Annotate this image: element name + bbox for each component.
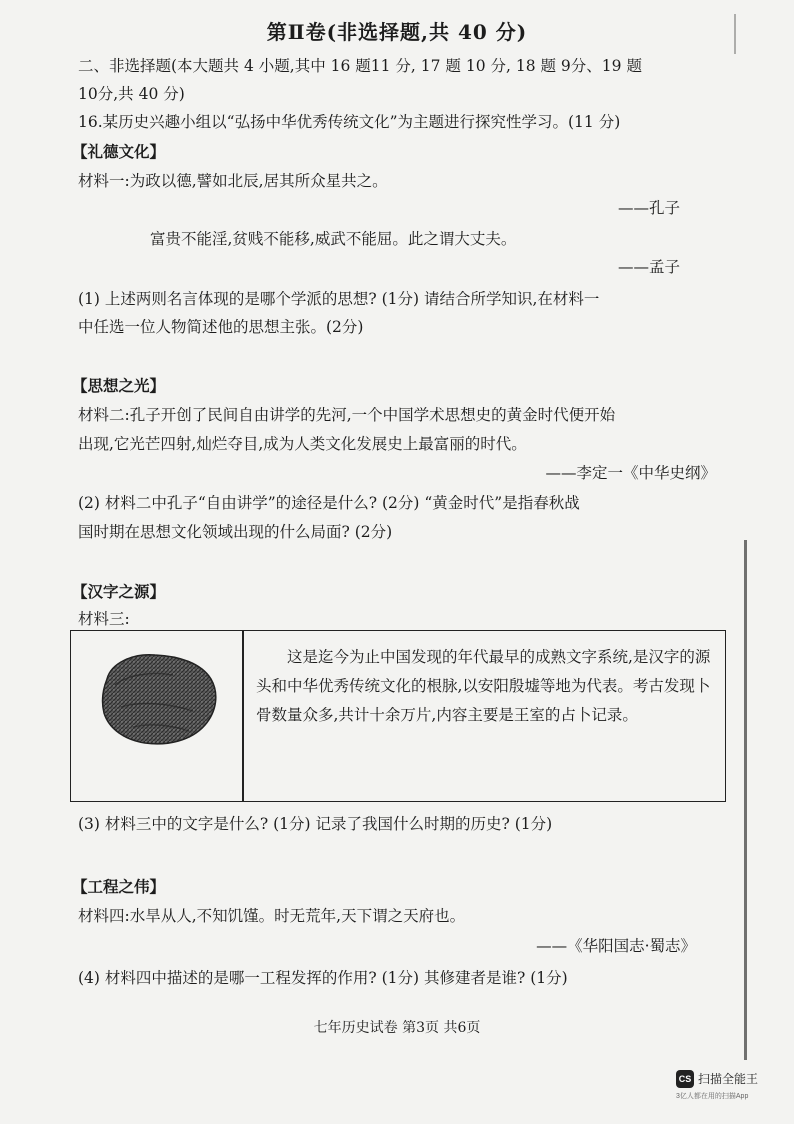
question-1-line-2: 中任选一位人物简述他的思想主张。(2分) xyxy=(78,318,364,336)
camscanner-logo-icon: CS xyxy=(676,1070,694,1088)
table-divider xyxy=(242,631,244,801)
material-3-label: 材料三: xyxy=(78,610,130,628)
intro-line-1: 二、非选择题(本大题共 4 小题,其中 16 题11 分, 17 题 10 分, 18 题 9分、19 题 xyxy=(78,57,642,75)
section-header-hanzi: 【汉字之源】 xyxy=(72,582,166,601)
question-16-stem: 16.某历史兴趣小组以“弘扬中华优秀传统文化”为主题进行探究性学习。(11 分) xyxy=(78,113,621,131)
attribution-mencius: ——孟子 xyxy=(617,258,680,276)
material-2-line-1: 材料二:孔子开创了民间自由讲学的先河,一个中国学术思想史的黄金时代便开始 xyxy=(78,406,616,424)
camscanner-tagline: 3亿人都在用的扫描App xyxy=(676,1093,749,1100)
material-3-text: 这是迄今为止中国发现的年代最早的成熟文字系统,是汉字的源头和中华优秀传统文化的根脉,以安阳殷墟等地为代表。考古发现卜骨数量众多,共计十余万片,内容主要是王室的占卜记录。 xyxy=(256,648,711,724)
oracle-bone-image xyxy=(93,645,223,750)
question-3: (3) 材料三中的文字是什么? (1分) 记录了我国什么时期的历史? (1分) xyxy=(78,815,553,833)
scan-edge-shadow xyxy=(744,540,747,1060)
camscanner-watermark xyxy=(676,1066,786,1110)
scan-edge-mark xyxy=(734,14,736,54)
material-4: 材料四:水旱从人,不知饥馑。时无荒年,天下谓之天府也。 xyxy=(78,907,466,925)
question-2-line-2: 国时期在思想文化领域出现的什么局面? (2分) xyxy=(78,523,393,541)
intro-line-2: 10分,共 40 分) xyxy=(78,85,185,103)
section-header-sixiang: 【思想之光】 xyxy=(72,376,166,395)
material-3-table xyxy=(70,630,726,802)
section-header-lide: 【礼德文化】 xyxy=(72,142,166,161)
question-1-line-1: (1) 上述两则名言体现的是哪个学派的思想? (1分) 请结合所学知识,在材料一 xyxy=(78,290,600,308)
page-footer: 七年历史试卷 第3页 共6页 xyxy=(313,1020,481,1036)
camscanner-name: 扫描全能王 xyxy=(698,1072,759,1086)
material-2-line-2: 出现,它光芒四射,灿烂夺目,成为人类文化发展史上最富丽的时代。 xyxy=(78,435,527,453)
quote-mencius: 富贵不能淫,贫贱不能移,威武不能屈。此之谓大丈夫。 xyxy=(150,230,517,248)
question-2-line-1: (2) 材料二中孔子“自由讲学”的途径是什么? (2分) “黄金时代”是指春秋战 xyxy=(78,494,580,512)
material-1: 材料一:为政以德,譬如北辰,居其所众星共之。 xyxy=(78,172,388,190)
attribution-confucius: ——孔子 xyxy=(617,199,680,217)
section-header-gongcheng: 【工程之伟】 xyxy=(72,877,166,896)
question-4: (4) 材料四中描述的是哪一工程发挥的作用? (1分) 其修建者是谁? (1分) xyxy=(78,969,568,987)
attribution-li-dingyi: ——李定一《中华史纲》 xyxy=(545,464,716,482)
attribution-huayang: ——《华阳国志·蜀志》 xyxy=(536,937,696,955)
page-title: 第Ⅱ卷(非选择题,共 40 分) xyxy=(266,20,528,44)
